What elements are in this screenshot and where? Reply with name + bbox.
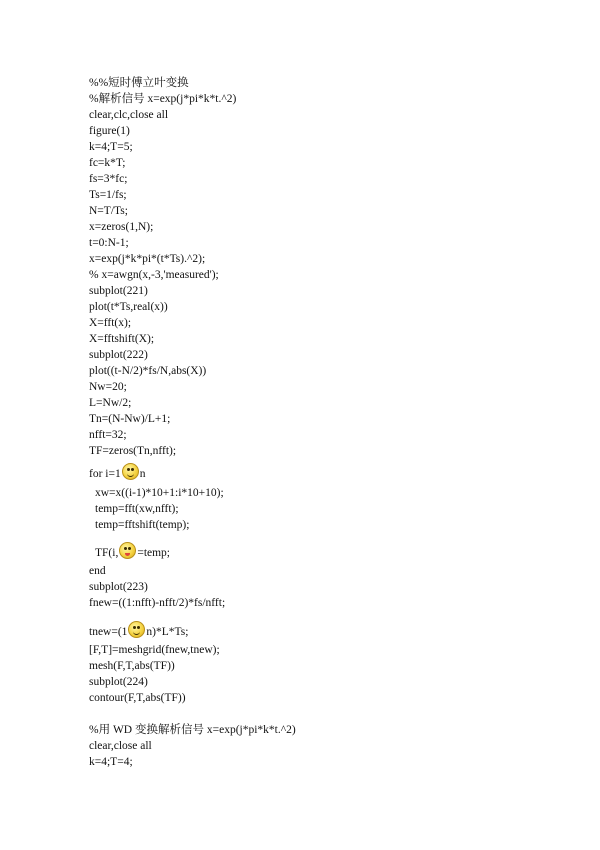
code-line: X=fftshift(X); — [89, 333, 155, 345]
code-text: n — [139, 468, 146, 480]
code-line: end — [89, 565, 106, 577]
code-line: [F,T]=meshgrid(fnew,tnew); — [89, 644, 220, 656]
code-line: clear,close all — [89, 740, 152, 752]
code-line: t=0:N-1; — [89, 237, 129, 249]
code-text: TF(i, — [95, 547, 119, 559]
code-line: subplot(224) — [89, 676, 148, 688]
code-line: Ts=1/fs; — [89, 189, 127, 201]
smile-emoticon-icon — [122, 463, 139, 480]
tnew-line — [89, 621, 188, 639]
for-loop-line — [89, 463, 145, 481]
code-line: fs=3*fc; — [89, 173, 128, 185]
code-line: x=zeros(1,N); — [89, 221, 154, 233]
code-line: k=4;T=4; — [89, 756, 133, 768]
code-line: fnew=((1:nfft)-nfft/2)*fs/nfft; — [89, 597, 226, 609]
tf-assign-line — [95, 542, 170, 560]
code-line: X=fft(x); — [89, 317, 132, 329]
code-line: contour(F,T,abs(TF)) — [89, 692, 186, 704]
code-line: plot(t*Ts,real(x)) — [89, 301, 168, 313]
code-text: tnew=(1 — [89, 626, 128, 638]
code-line: fc=k*T; — [89, 157, 126, 169]
code-line: Tn=(N-Nw)/L+1; — [89, 413, 171, 425]
code-line: plot((t-N/2)*fs/N,abs(X)) — [89, 365, 207, 377]
code-line: L=Nw/2; — [89, 397, 132, 409]
code-text: =temp; — [137, 547, 171, 559]
code-line: nfft=32; — [89, 429, 127, 441]
code-line: % x=awgn(x,-3,'measured'); — [89, 269, 219, 281]
code-line: subplot(221) — [89, 285, 148, 297]
code-line: TF=zeros(Tn,nfft); — [89, 445, 177, 457]
code-line: mesh(F,T,abs(TF)) — [89, 660, 175, 672]
code-line: N=T/Ts; — [89, 205, 128, 217]
code-text: n)*L*Ts; — [146, 626, 189, 638]
code-line: %解析信号 x=exp(j*pi*k*t.^2) — [89, 93, 237, 105]
code-line: subplot(223) — [89, 581, 148, 593]
code-line: x=exp(j*k*pi*(t*Ts).^2); — [89, 253, 206, 265]
code-line: clear,clc,close all — [89, 109, 169, 121]
code-line: Nw=20; — [89, 381, 127, 393]
code-text: for i=1 — [89, 468, 121, 480]
code-line: figure(1) — [89, 125, 130, 137]
code-line: %用 WD 变换解析信号 x=exp(j*pi*k*t.^2) — [89, 724, 296, 736]
code-line: temp=fft(xw,nfft); — [95, 503, 179, 515]
code-line: temp=fftshift(temp); — [95, 519, 190, 531]
code-line: k=4;T=5; — [89, 141, 133, 153]
code-line: %%短时傅立叶变换 — [89, 77, 189, 89]
tongue-emoticon-icon — [119, 542, 136, 559]
smile-emoticon-icon — [128, 621, 145, 638]
code-line: subplot(222) — [89, 349, 148, 361]
code-line: xw=x((i-1)*10+1:i*10+10); — [95, 487, 224, 499]
